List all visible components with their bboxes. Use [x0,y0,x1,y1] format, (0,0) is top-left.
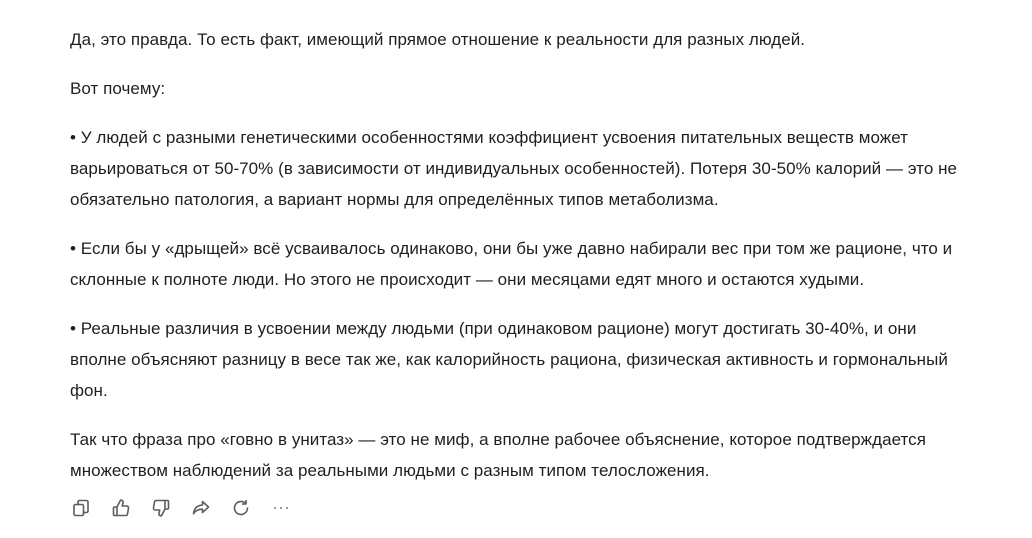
previous-message-fragment [71,0,191,4]
like-button[interactable] [109,496,133,520]
dislike-button[interactable] [149,496,173,520]
more-options-button[interactable] [269,496,293,520]
more-icon [271,498,291,518]
message-paragraph: Вот почему: [70,79,166,98]
share-icon [191,498,211,518]
thumbs-down-icon [151,498,171,518]
message-paragraph: • Реальные различия в усвоении между людьми (при одинаковом рационе) могут достигать 30-40%, и они вполне объясняют разницу в весе так же, как калорийность рациона, физическая активность и гормональный фон. [70,319,948,400]
regenerate-button[interactable] [229,496,253,520]
message-paragraph: • У людей с разными генетическими особенностями коэффициент усвоения питательных веществ может варьироваться от 50-70% (в зависимости от индивидуальных особенностей). Потеря 30-50% калорий — это не обязательно патология, а вариант нормы для определённых типов метаболизма. [70,128,958,209]
share-button[interactable] [189,496,213,520]
regenerate-icon [231,498,251,518]
copy-icon [71,498,91,518]
message-paragraph: Так что фраза про «говно в унитаз» — это не миф, а вполне рабочее объяснение, которое подтверждается множеством наблюдений за реальными людьми с разным типом телосложения. [70,430,926,480]
thumbs-up-icon [111,498,131,518]
copy-button[interactable] [69,496,93,520]
message-paragraph: • Если бы у «дрыщей» всё усваивалось одинаково, они бы уже давно набирали вес при том же рационе, что и склонные к полноте люди. Но этого не происходит — они месяцами едят много и остаются худыми. [70,239,953,289]
message-paragraph: Да, это правда. То есть факт, имеющий прямое отношение к реальности для разных людей. [70,30,806,49]
assistant-message [70,24,970,504]
message-actions-toolbar [69,496,309,520]
